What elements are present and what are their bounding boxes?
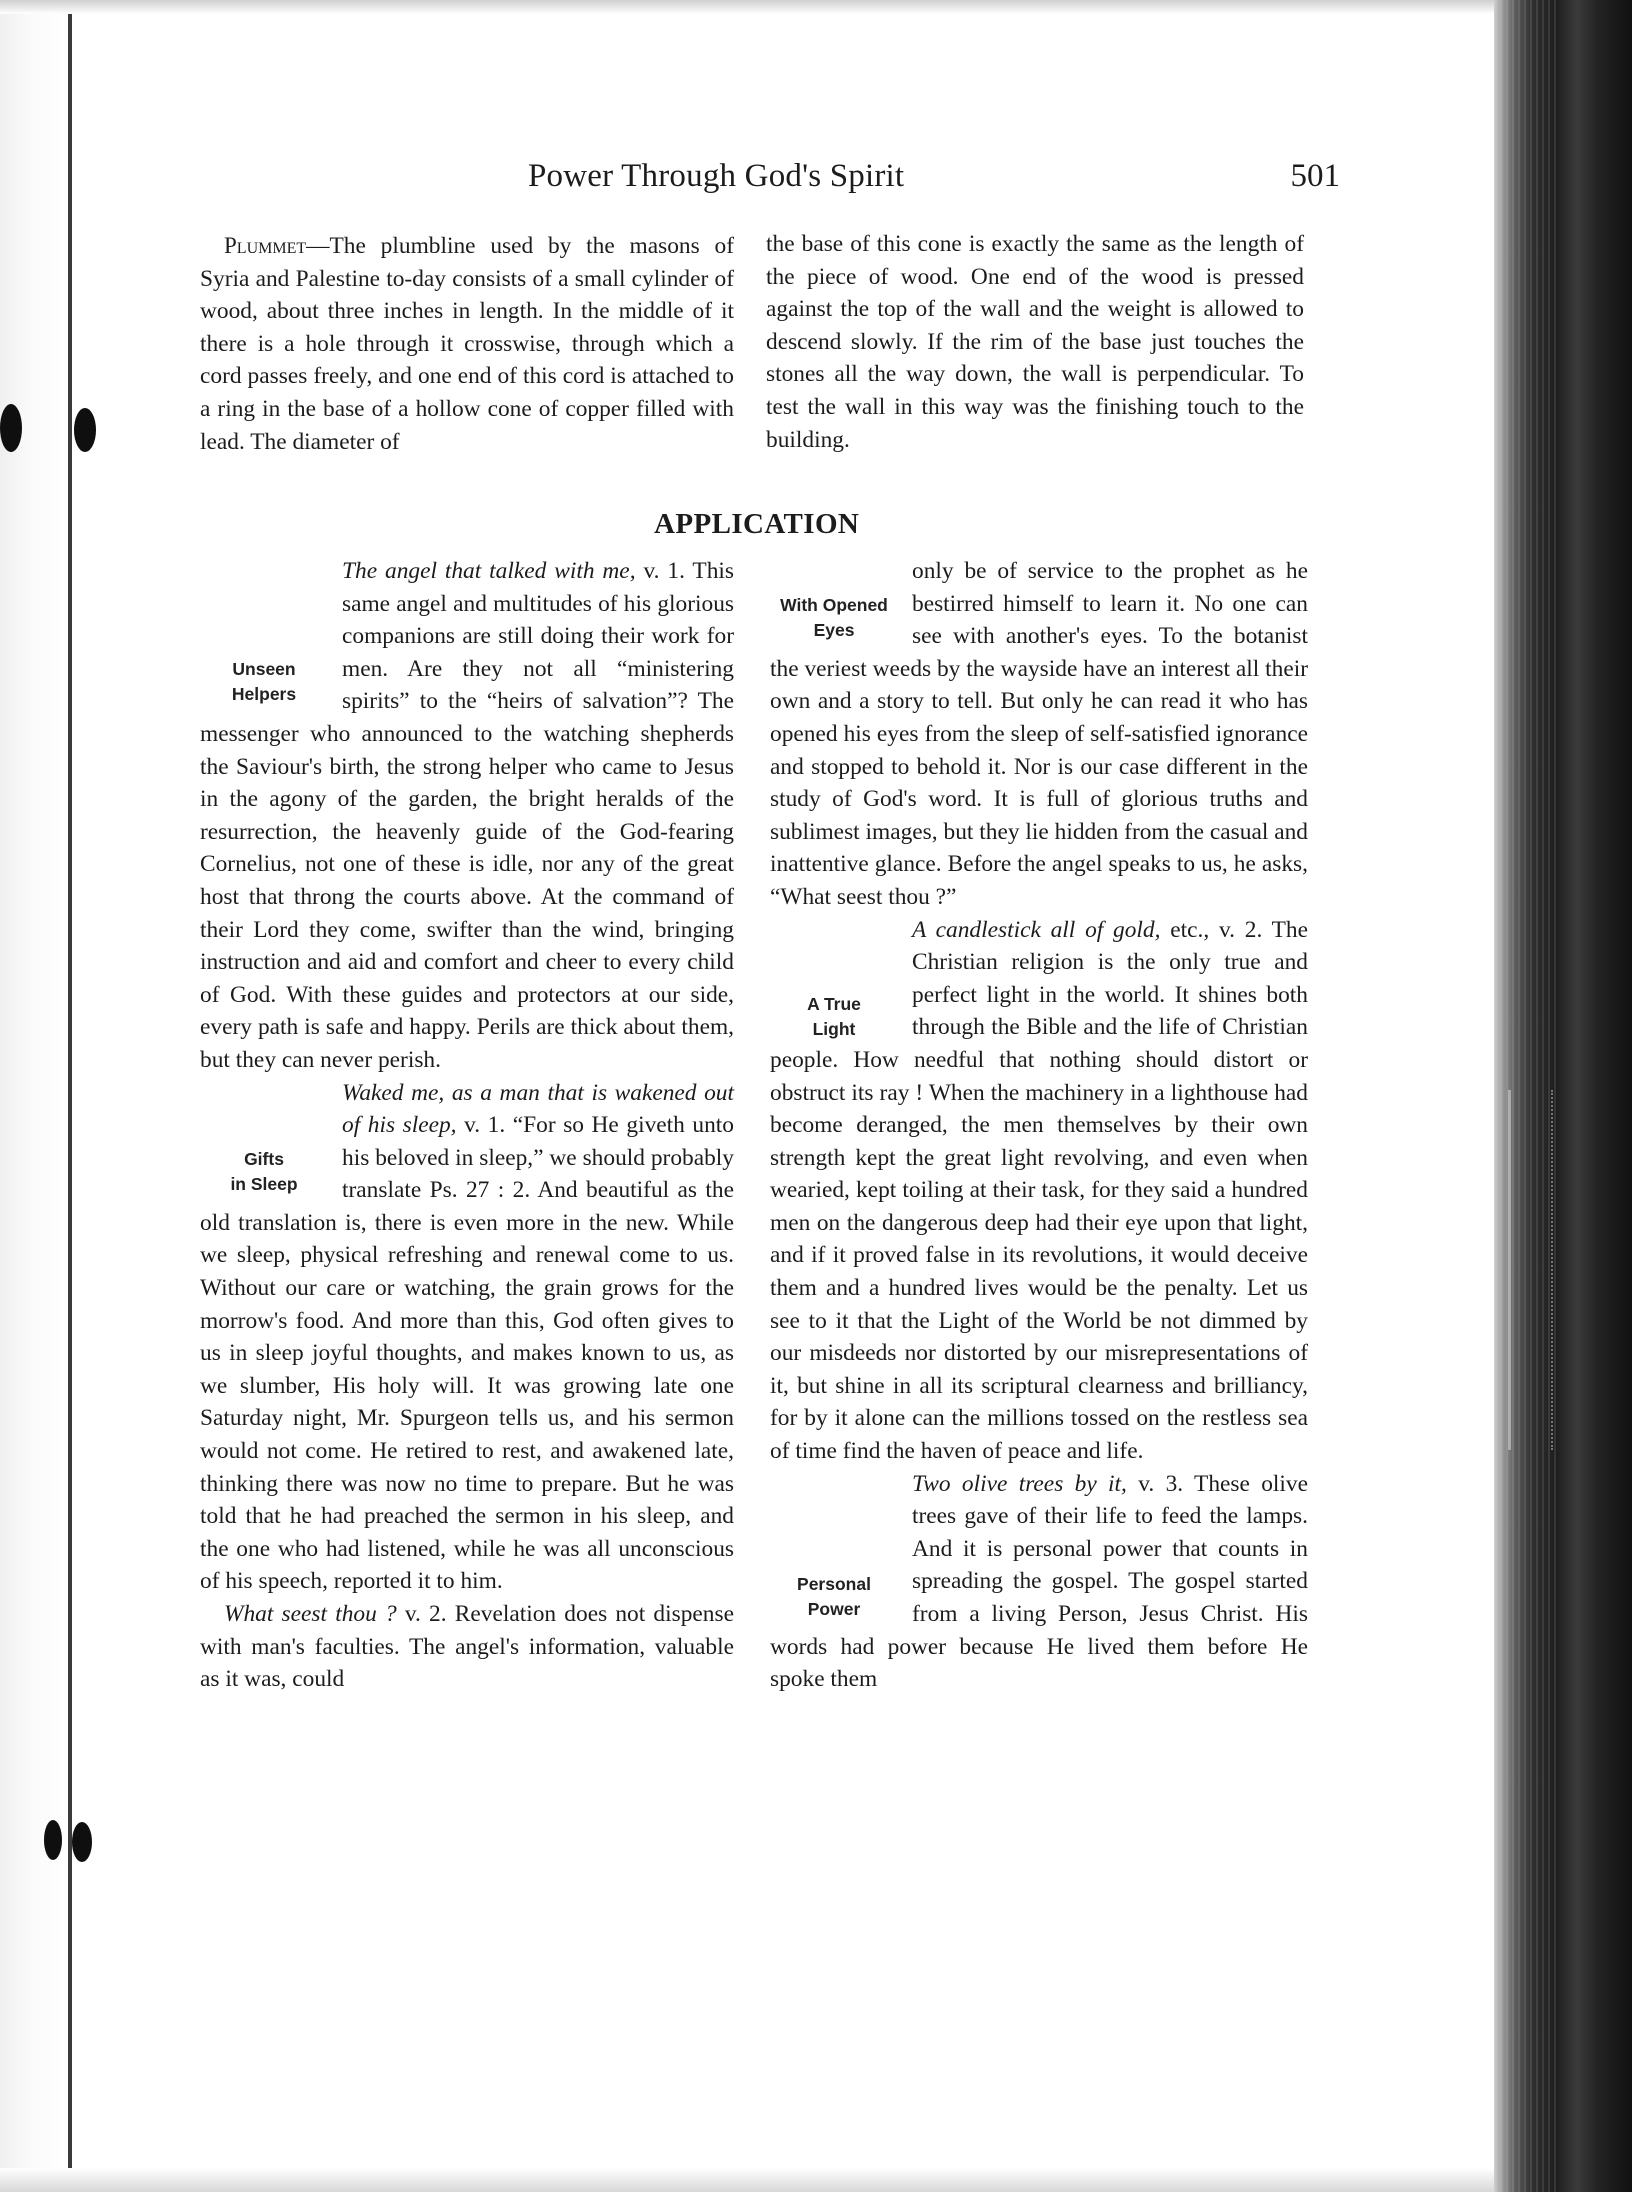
- binding-hole: [44, 1820, 62, 1860]
- plummet-text-left: —The plumbline used by the masons of Syria and Palestine to-day consists of a small cylinder of wood, about three inches in length. In the middle of it there is a hole through it crosswise, through which a cord passes freely, and one end of this cord is attached to a ring in the base of a hollow cone of copper filled with lead. The diameter of: [200, 233, 734, 455]
- running-title: Power Through God's Spirit: [528, 158, 905, 194]
- plummet-note-right: [766, 228, 1304, 456]
- edge-marking: [1508, 1090, 1553, 1450]
- binding-edge: [68, 0, 72, 2192]
- paragraph-seest: What seest thou ? v. 2. Revelation does not dispense with man's faculties. The angel's information, valuable as it was, could: [200, 1601, 734, 1693]
- scripture-ref: Waked me, as a man that is wakened out of his sleep,: [342, 1079, 734, 1139]
- plummet-term: Plummet: [224, 233, 307, 258]
- scripture-ref: The angel that talked with me,: [342, 558, 636, 584]
- application-left-column: Unseen Helpers The angel that talked with me, v. 1. This same angel and multitudes of his glorious companions are still doing their work for men. Are they not all “ministering spirits” to the “heirs of salvation”? The messenger who announced to the watching shepherds the Saviour's birth, the strong helper who came to Jesus in the agony of the garden, the bright heralds of the resurrection, the heavenly guide of the God-fearing Cornelius, not one of these is idle, nor any of the great host that throng the courts above. At the command of their Lord they come, swifter than the wind, bringing instruction and aid and comfort and cheer to every child of God. With these guides and protectors at our side, every path is safe and happy. Perils are thick about them, but they can never perish. Gifts in Sleep Waked me, as a man that is wakened out of his sleep, v. 1. “For so He giveth unto his beloved in sleep,” we should probably translate Ps. 27 : 2. And beautiful as the old translation is, there is even more in the new. While we sleep, physical refreshing and renewal come to us. Without our care or watching, the grain grows for the morrow's food. And more than this, God often gives to us in sleep joyful thoughts, and makes known to us, as we slumber, His holy will. It was growing late one Saturday night, Mr. Spurgeon tells us, and his sermon would not come. He retired to rest, and awakened late, thinking there was now no time to prepare. But he was told that he had preached the sermon in his sleep, and the one who had listened, while he was all unconscious of his speech, reported it to him. What seest thou ? v. 2. Revelation does not dispense with man's faculties. The angel's information, valuable as it was, could: [200, 555, 734, 1696]
- scan-top-shadow: [0, 0, 1632, 14]
- plummet-text-right: the base of this cone is exactly the same as the length of the piece of wood. One end of the wood is pressed against the top of the wall and the weight is allowed to descend slowly. If the rim of the base just touches the stones all the way down, the wall is perpendicular. To test the wall in this way was the finishing touch to the building.: [766, 231, 1304, 453]
- side-heading-personal-power: Personal Power: [797, 1573, 871, 1619]
- side-heading-with-opened-eyes: With Opened Eyes: [780, 595, 888, 640]
- side-heading-a-true-light: A True Light: [807, 993, 861, 1039]
- application-right-column: With Opened Eyes only be of service to the prophet as he bestirred himself to learn it. No one can see with another's eyes. To the botanist the veriest weeds by the wayside have an interest all their own and a story to tell. But only he can read it who has opened his eyes from the sleep of self-satisfied ignorance and stopped to behold it. Nor is our case different in the study of God's word. It is full of glorious truths and sublimest images, but they lie hidden from the casual and inattentive glance. Before the angel speaks to us, he asks, “What seest thou ?” A True Light A candlestick all of gold, etc., v. 2. The Christian religion is the only true and perfect light in the world. It shines both through the Bible and the life of Christian people. How needful that nothing should distort or obstruct its ray ! When the machinery in a lighthouse had become deranged, the men themselves by their own strength kept the great light revolving, and even when wearied, kept toiling at their task, for they said a hundred men on the dangerous deep had their eye upon that light, and if it proved false in its revolutions, it would deceive them and a hundred lives would be the penalty. Let us see to it that the Light of the World be not dimmed by our misdeeds nor distorted by our misrepresentations of it, but shine in all its scriptural clearness and brilliancy, for by it alone can the millions tossed on the restless sea of time find the haven of peace and life. Personal Power Two olive trees by it, v. 3. These olive trees gave of their life to feed the lamps. And it is personal power that counts in spreading the gospel. The gospel started from a living Person, Jesus Christ. His words had power because He lived them before He spoke them: [770, 558, 1308, 1693]
- binding-hole: [74, 408, 96, 452]
- binding-hole: [72, 1822, 92, 1862]
- scan-left-margin: [0, 0, 72, 2192]
- scan-bottom-shadow: [0, 2168, 1632, 2192]
- scripture-ref: Two olive trees by it,: [912, 1470, 1127, 1497]
- scripture-ref: A candlestick all of gold,: [912, 916, 1161, 943]
- side-heading-unseen-helpers: Unseen Helpers: [231, 659, 297, 704]
- side-heading-gifts-in-sleep: Gifts in Sleep: [230, 1148, 298, 1194]
- running-head: [200, 158, 1340, 204]
- section-heading: APPLICATION: [654, 508, 860, 540]
- binding-hole: [0, 404, 22, 452]
- plummet-note-left: [200, 230, 734, 458]
- page-number: 501: [1290, 158, 1340, 194]
- scripture-ref: What seest thou ?: [224, 1601, 397, 1627]
